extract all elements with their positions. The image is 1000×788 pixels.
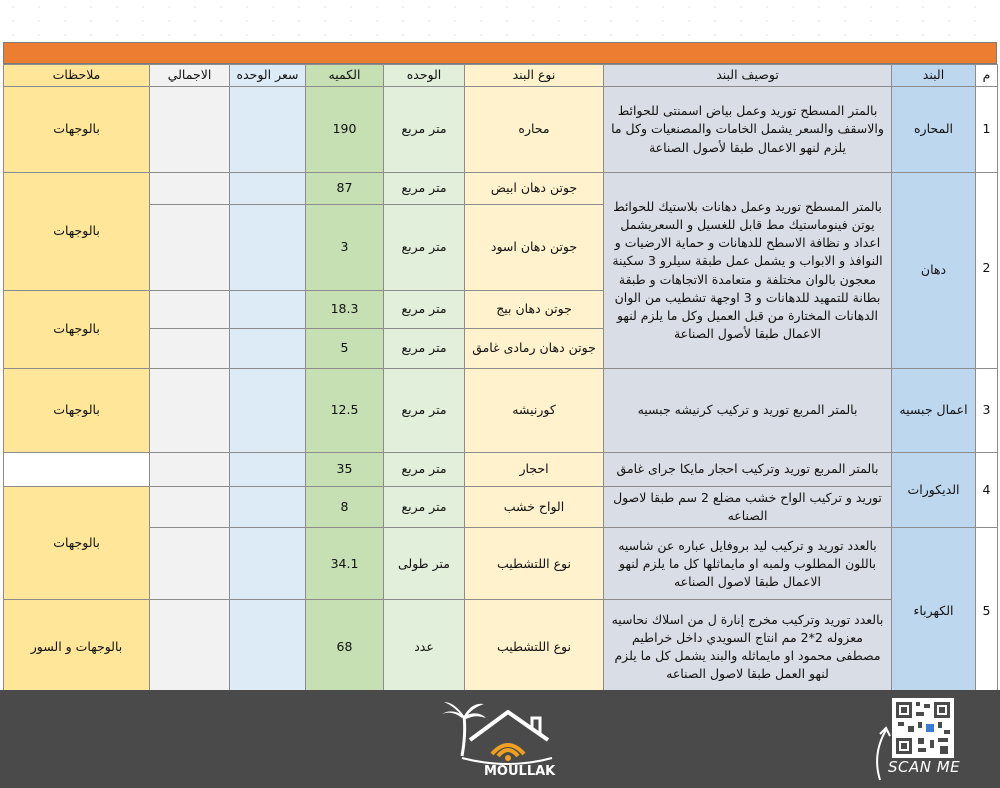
col-header-unit: الوحده [384, 65, 465, 87]
item-unit: متر مربع [384, 487, 465, 528]
item-unit-price [230, 87, 306, 173]
item-description: بالمتر المسطح توريد وعمل دهانات بلاستيك للحوائط يوتن فينوماستيك مط قابل للغسيل و السعريشمل اعداد و نظافة الاسطح للدهانات و حماية الارضيات و النوافذ و الابواب و يشمل عمل طبقة سيلرو 3 سكينة معجون بالوان مختلفة و متعامدة الاتجاهات و طبقة بطانة للتمهيد للدهانات و 3 اوجهة تشطيب من الوان الدهانات المختارة من قبل العميل وكل ما يلزم لنهو الاعمال طبقا لأصول الصناعة [604, 173, 892, 369]
item-unit: متر مربع [384, 329, 465, 369]
item-total [150, 173, 230, 205]
item-unit: متر مربع [384, 87, 465, 173]
item-quantity: 12.5 [306, 369, 384, 453]
item-total [150, 487, 230, 528]
row-number: 5 [976, 528, 998, 694]
item-type: نوع اللتشطيب [465, 600, 604, 694]
col-header-unit-price: سعر الوحده [230, 65, 306, 87]
row-number: 2 [976, 173, 998, 369]
background-dot-pattern [0, 0, 1000, 40]
item-type: الواح خشب [465, 487, 604, 528]
item-unit-price [230, 528, 306, 600]
item-quantity: 34.1 [306, 528, 384, 600]
item-name: دهان [892, 173, 976, 369]
table-row [4, 487, 998, 528]
table-row [4, 173, 998, 205]
item-description: بالمتر المربع توريد و تركيب كرنيشه جبسيه [604, 369, 892, 453]
item-unit: متر طولى [384, 528, 465, 600]
item-total [150, 87, 230, 173]
col-header-type: نوع البند [465, 65, 604, 87]
item-unit: متر مربع [384, 369, 465, 453]
item-total [150, 600, 230, 694]
item-quantity: 35 [306, 453, 384, 487]
item-description: بالعدد توريد و تركيب ليد بروفايل عباره عن شاسيه باللون المطلوب ولمبه او مايماثلها كل ما يلزم لنهو الاعمال طبقا لاصول الصناعه [604, 528, 892, 600]
col-header-m: م [976, 65, 998, 87]
item-notes: بالوجهات [4, 87, 150, 173]
item-description: بالمتر المسطح توريد وعمل بياض اسمنتى للحوائط والاسقف والسعر يشمل الخامات والمصنعيات وكل ما يلزم لنهو الاعمال طبقا لأصول الصناعة [604, 87, 892, 173]
item-total [150, 528, 230, 600]
row-number: 1 [976, 87, 998, 173]
item-total [150, 205, 230, 291]
item-description: توريد و تركيب الواح خشب مضلع 2 سم طبقا لاصول الصناعه [604, 487, 892, 528]
brand-name: MOULLAK [484, 764, 556, 778]
item-unit: متر مربع [384, 173, 465, 205]
table-row [4, 87, 998, 173]
item-notes: بالوجهات [4, 487, 150, 600]
table-title-bar [3, 42, 997, 64]
item-type: جوتن دهان اسود [465, 205, 604, 291]
item-type: جوتن دهان بيج [465, 291, 604, 329]
item-quantity: 18.3 [306, 291, 384, 329]
col-header-description: توصيف البند [604, 65, 892, 87]
scan-me-label: SCAN ME [888, 758, 961, 776]
col-header-quantity: الكميه [306, 65, 384, 87]
item-type: جوتن دهان رمادى غامق [465, 329, 604, 369]
item-name: الكهرباء [892, 528, 976, 694]
header-row [4, 65, 998, 87]
item-total [150, 291, 230, 329]
item-total [150, 453, 230, 487]
item-total [150, 369, 230, 453]
item-notes-empty [4, 453, 150, 487]
item-name: المحاره [892, 87, 976, 173]
table-row [4, 600, 998, 694]
item-quantity: 68 [306, 600, 384, 694]
moullak-logo [440, 698, 570, 778]
item-description: بالعدد توريد وتركيب مخرج إنارة ل من اسلاك نحاسيه معزوله 2*2 مم انتاج السويدي داخل خراطيم مصطفى محمود او مايماثله والبند يشمل كل ما يلزم لنهو العمل طبقا لاصول الصناعه [604, 600, 892, 694]
col-header-total: الاجمالي [150, 65, 230, 87]
item-total [150, 329, 230, 369]
col-header-item: البند [892, 65, 976, 87]
item-unit: عدد [384, 600, 465, 694]
item-unit-price [230, 369, 306, 453]
item-type: نوع اللتشطيب [465, 528, 604, 600]
item-type: احجار [465, 453, 604, 487]
table-row [4, 369, 998, 453]
item-unit-price [230, 291, 306, 329]
row-number: 3 [976, 369, 998, 453]
item-quantity: 8 [306, 487, 384, 528]
item-unit-price [230, 453, 306, 487]
item-notes: بالوجهات و السور [4, 600, 150, 694]
item-type: جوتن دهان ابيض [465, 173, 604, 205]
table-row [4, 453, 998, 487]
item-type: كورنيشه [465, 369, 604, 453]
footer-bar [0, 690, 1000, 788]
item-unit-price [230, 329, 306, 369]
item-unit: متر مربع [384, 291, 465, 329]
bill-of-quantities-table [3, 64, 998, 694]
item-quantity: 87 [306, 173, 384, 205]
row-number: 4 [976, 453, 998, 528]
item-unit: متر مربع [384, 453, 465, 487]
table-row [4, 528, 998, 600]
item-type: محاره [465, 87, 604, 173]
item-unit-price [230, 600, 306, 694]
item-notes: بالوجهات [4, 291, 150, 369]
item-unit-price [230, 205, 306, 291]
item-unit-price [230, 487, 306, 528]
item-quantity: 190 [306, 87, 384, 173]
item-name: اعمال جبسيه [892, 369, 976, 453]
item-notes: بالوجهات [4, 173, 150, 291]
col-header-notes: ملاحظات [4, 65, 150, 87]
item-unit-price [230, 173, 306, 205]
item-notes: بالوجهات [4, 369, 150, 453]
item-description: بالمتر المربع توريد وتركيب احجار مايكا جراى غامق [604, 453, 892, 487]
item-quantity: 5 [306, 329, 384, 369]
item-quantity: 3 [306, 205, 384, 291]
item-name: الديكورات [892, 453, 976, 528]
item-unit: متر مربع [384, 205, 465, 291]
